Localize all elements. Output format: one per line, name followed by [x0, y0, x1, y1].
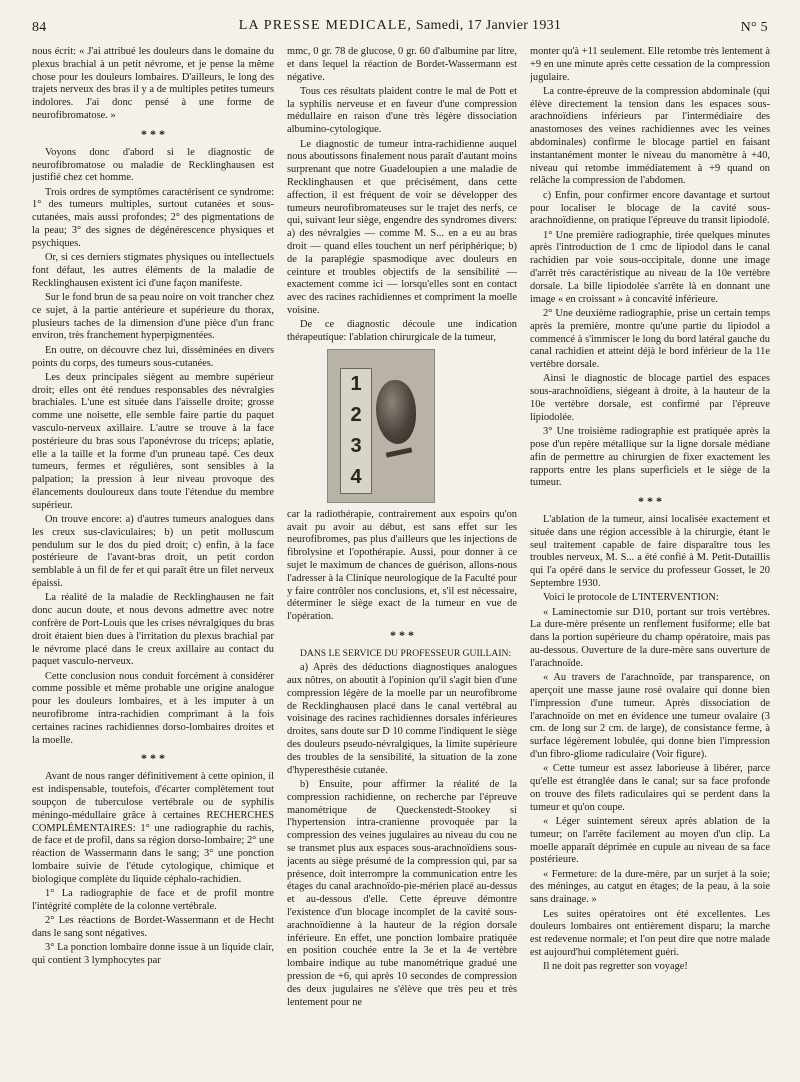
tumor-specimen [376, 380, 416, 444]
section-separator: * * * [638, 494, 662, 509]
paragraph: Voici le protocole de L'INTERVENTION: [543, 592, 719, 604]
section-heading: DANS LE SERVICE DU PROFESSEUR GUILLAIN: [300, 648, 512, 659]
paragraph: L'ablation de la tumeur, ainsi localisée exactement et située dans une région accessible à la chirurgie, étant le seul traitement capable de faire disparaître tous les troubles nerveux, M. S... a été confié à M. Petit-Dutaillis qui l'a opéré dans le service du professeur Gosset, le 20 Septembre 1930. [530, 514, 770, 590]
paragraph: Avant de nous ranger définitivement à cette opinion, il est indispensable, toutefois, d'écarter complètement tout soupçon de tuberculose vertébrale ou de syphilis méningo-médullaire grâce à certaines RECHERCHES COMPLÉMENTAIRES: 1° une radiographie du rachis, de face et de profil, dans sa région dorso-lombaire; 2° une réaction de Wassermann dans le sang; 3° une ponction lombaire suivie de l'étude cytologique, chimique et biologique complète du liquide céphalo-rachidien. [32, 771, 274, 885]
paragraph: 3° Une troisième radiographie est pratiquée après la pose d'un repère métallique sur la ligne dorsale médiane afin de permettre au chirurgien de fixer exactement les rapports entre les plans superficiels et le siège de la tumeur. [530, 426, 770, 489]
surgical-clip [386, 447, 412, 457]
paragraph: Sur le fond brun de sa peau noire on voit trancher chez ce sujet, à la partie antérieure et supérieure du thorax, plusieurs taches de la dimension d'une pièce d'un franc environ, très franchement hyperpigmentées. [32, 292, 274, 342]
column-middle [287, 46, 517, 1056]
paragraph: 3° La ponction lombaire donne issue à un liquide clair, qui contient 3 lymphocytes par [32, 942, 274, 967]
paragraph: « Léger suintement séreux après ablation de la tumeur; on l'arrête facilement au moyen d'un clip. La moelle apparaît déprimée en cupule au niveau de sa face postérieure. [530, 815, 770, 866]
paragraph: Les deux principales siègent au membre supérieur droit; elles ont été rendues responsables des névralgies brachiales. L'une est située dans l'aisselle droite; grosse comme une noisette, elle semble faire partie du paquet vasculo-nerveux axillaire. L'autre se trouve à la face postérieure du bras sous l'aponévrose du triceps; aplatie, elle a la taille et la forme d'un pruneau tapé. Ces deux tumeurs, fermes et régulières, sont sensibles à la palpation; la pression à leur niveau provoque des élancements douloureux dans toute l'étendue du membre supérieur. [32, 371, 274, 511]
journal-title [32, 18, 768, 34]
section-separator: * * * [141, 126, 165, 141]
paragraph: car la radiothérapie, contrairement aux espoirs qu'on avait pu avoir au début, est sans effet sur les neurofibromes, pas plus d'ailleurs que les injections de fibrolysine et l'opothérapie. Aussi, pour donner à ce sujet le maximum de chances de guérison, allons-nous l'adresser à la Clinique neurologique de la Faculté pour y faire contrôler nos conclusions, et, s'il est nécessaire, déterminer le siège exact de la tumeur en vue de l'opération. [287, 508, 517, 623]
paragraph: a) Après des déductions diagnostiques analogues aux nôtres, on aboutit à l'opinion qu'il s'agit bien d'une compression légère de la moelle par un neurofibrome de Recklinghausen placé dans le canal vertébral au voisinage des racines rachidiennes dorsales inférieures droites, sans doute sur D 10 comme l'indiquent le siège des douleurs pseudo-névralgiques, la limite supérieure des troubles de la sensibilité, la situation de la zone d'hyperesthésie cutanée. [287, 662, 517, 776]
paragraph: La contre-épreuve de la compression abdominale (qui élève directement la tension dans les espaces sous-arachnoïdiens inférieurs par l'intermédiaire des anastomoses des veines rachidiennes avec les veines abdominales) confirme le blocage partiel en faisant instantanément monter le niveau du manomètre à +40, niveau qui retombe immédiatement à +9 quand on relâche la compression de l'abdomen. [530, 85, 770, 187]
paragraph: La réalité de la maladie de Recklinghausen ne fait donc aucun doute, et nous devons admettre avec notre confrère de Port-Louis que les crises névralgiques du bras droit étaient bien dues à l'irritation du plexus brachial par le névrome placé dans le creux axillaire au contact du paquet vasculo-nerveux. [32, 592, 274, 668]
paragraph: « Cette tumeur est assez laborieuse à libérer, parce qu'elle est étranglée dans le canal; sur sa face profonde on trouve des filets radiculaires qui se perdent dans la tumeur et qu'on coupe. [530, 763, 770, 813]
paragraph: 1° La radiographie de face et de profil montre l'intégrité complète de la colonne vertébrale. [32, 888, 274, 912]
page-number: 84 [32, 20, 47, 35]
paragraph: Le diagnostic de tumeur intra-rachidienne auquel nous aboutissons finalement nous paraît d'autant moins surprenant que notre Guadeloupien a une maladie de Recklinghausen et que précisément, dans cette affection, il est fréquent de voir se développer des tumeurs neurofibromateuses sur le trajet des nerfs, ce qui, suivant leur siège, engendre des syndromes divers: a) des névralgies — comme M. S... en a eu au bras droit — quand elles touchent un nerf périphérique; b) de la paraplégie spasmodique avec douleurs en ceinture et troubles objectifs de la sensibilité — exactement comme ici — lorsqu'elles sont en contact avec des racines rachidiennes et compriment la moelle voisine. [287, 138, 517, 316]
paragraph: Cette conclusion nous conduit forcément à considérer comme possible et même probable une origine analogue pour les douleurs lombaires, et à les imputer à un neurofibrome intra-rachidien comprimant à la fois certaines racines rachidiennes dorso-lombaires droites et la moelle. [32, 670, 274, 746]
paragraph: 2° Une deuxième radiographie, prise un certain temps après la première, montre qu'une partie du lipiodol a commencé à s'immiscer le long du bord latéral gauche du canal rachidien et atteint déjà le bord inférieur de la 11e vertèbre dorsale. [530, 307, 770, 371]
section-separator: * * * [141, 751, 165, 766]
paragraph: 2° Les réactions de Bordet-Wassermann et de Hecht dans le sang sont négatives. [32, 915, 274, 939]
ruler-digit: 4 [350, 465, 362, 488]
issue-date: Samedi, 17 Janvier 1931 [415, 18, 562, 33]
paragraph: mmc, 0 gr. 78 de glucose, 0 gr. 60 d'albumine par litre, et dans lequel la réaction de Bordet-Wassermann est négative. [287, 46, 517, 83]
paragraph: Trois ordres de symptômes caractérisent ce syndrome: 1° des tumeurs multiples, surtout cutanées et sous-cutanées, mais aussi profondes; 2° des pigmentations de la peau; 3° des signes de dégénérescence physiques et psychiques. [32, 186, 274, 249]
section-separator: * * * [390, 628, 414, 642]
paragraph: Il ne doit pas regretter son voyage! [543, 961, 688, 973]
running-header [32, 18, 768, 40]
journal-name: LA PRESSE MEDICALE, [238, 18, 413, 33]
paragraph: b) Ensuite, pour affirmer la réalité de la compression rachidienne, on recherche par l'épreuve manométrique de Queckenstedt-Stookey si l'hypertension intra-cranienne provoquée par la compression des veines jugulaires au niveau du cou ne se transmet plus aux espaces sous-arachnoïdiens sous-jacents au siège présumé de la compression qui, par sa présence, doit interrompre la communication entre les étages du canal arachnoïdo-pie-mérien placé au-dessus et au-dessous d'elle. Cette épreuve démontre l'existence d'un blocage incomplet de la cavité sous-arachnoïdienne à la hauteur de la région dorsale inférieure. En effet, une ponction lombaire pratiquée en position couchée entre la 3e et la 4e vertèbre lombaire indique au tube manométrique gradué une pression de +6, qui après 10 secondes de compression des deux jugulaires ne s'élève que très peu et très lentement pour ne [287, 778, 517, 1008]
ruler-digit: 2 [350, 403, 362, 426]
paragraph: Voyons donc d'abord si le diagnostic de neurofibromatose ou maladie de Recklinghausen est justifié chez cet homme. [32, 146, 274, 184]
column-left [32, 46, 274, 1056]
ruler-digit: 3 [350, 434, 362, 457]
column-right [530, 46, 770, 1056]
paragraph: Tous ces résultats plaident contre le mal de Pott et la syphilis nerveuse et en faveur d'une compression médullaire en raison d'une très légère dissociation albumino-cytologique. [287, 85, 517, 136]
paragraph: Or, si ces derniers stigmates physiques ou intellectuels font défaut, les autres éléments de la maladie de Recklinghausen existent ici d'une façon manifeste. [32, 252, 274, 289]
paragraph: c) Enfin, pour confirmer encore davantage et surtout pour localiser le blocage de la cavité sous-arachnoïdienne, on pratique l'épreuve du transit lipiodolé. [530, 189, 770, 227]
paragraph: En outre, on découvre chez lui, disséminées en divers points du corps, des tumeurs sous-cutanées. [32, 344, 274, 369]
paragraph: Les suites opératoires ont été excellentes. Les douleurs lombaires ont entièrement disparu; la marche est redevenue normale; et l'on peut dire que notre malade est aujourd'hui complètement guéri. [530, 908, 770, 958]
tumor-photograph [327, 349, 435, 503]
paragraph: On trouve encore: a) d'autres tumeurs analogues dans les creux sus-claviculaires; b) un petit molluscum pendulum sur le dos du pied droit; c) enfin, à la face postérieure de l'avant-bras droit, un petit cordon semblable à un fil de fer et qui paraît être un filet nerveux épaissi. [32, 514, 274, 590]
paragraph: 1° Une première radiographie, tirée quelques minutes après l'introduction de 1 cmc de lipiodol dans le canal rachidien par voie sous-occipitale, donne une image d'arrêt très caractéristique au niveau de la 10e vertèbre dorsale. La bille lipiodolée s'arrête là en donnant une image « en croissant » à concavité inférieure. [530, 229, 770, 305]
measuring-ruler [340, 368, 372, 494]
issue-number: N° 5 [740, 20, 768, 35]
paragraph: De ce diagnostic découle une indication thérapeutique: l'ablation chirurgicale de la tumeur, [287, 319, 517, 344]
paragraph: « Laminectomie sur D10, portant sur trois vertèbres. La dure-mère présente un renflement fusiforme; elle bat dans la portion supérieure du champ opératoire, mais pas au-dessous. Ouverture de la dure-mère sans ouverture de l'arachnoïde. [530, 606, 770, 669]
paragraph: « Fermeture: de la dure-mère, par un surjet à la soie; des méninges, au catgut en étages; de la peau, à la soie sans drainage. » [530, 868, 770, 906]
paragraph: monter qu'à +11 seulement. Elle retombe très lentement à +9 en une minute après cette cessation de la compression jugulaire. [530, 46, 770, 83]
ruler-digit: 1 [350, 372, 362, 395]
paragraph: nous écrit: « J'ai attribué les douleurs dans le domaine du plexus brachial à un petit névrome, et je pense la même chose pour les douleurs lombaires. D'ailleurs, le long des trajets nerveux des bras il y a de multiples petites tumeurs indolores. J'ai donc pensé à une forme de neurofibromatose. » [32, 46, 274, 121]
paragraph: Ainsi le diagnostic de blocage partiel des espaces sous-arachnoïdiens, siégeant à droite, à la hauteur de la 10e vertèbre dorsale, est confirmé par l'épreuve lipiodolée. [530, 373, 770, 423]
paragraph: « Au travers de l'arachnoïde, par transparence, on aperçoit une masse jaune rosé ovalaire qui donne bien l'impression d'une tumeur. Après dissociation de l'arachnoïde on met en évidence une tumeur ovalaire (3 cm. de long sur 2 cm. de large), de consistance ferme, à surface légèrement lobulée, qui donne bien l'impression d'un fibro-gliome radiculaire (Voir figure). [530, 672, 770, 760]
